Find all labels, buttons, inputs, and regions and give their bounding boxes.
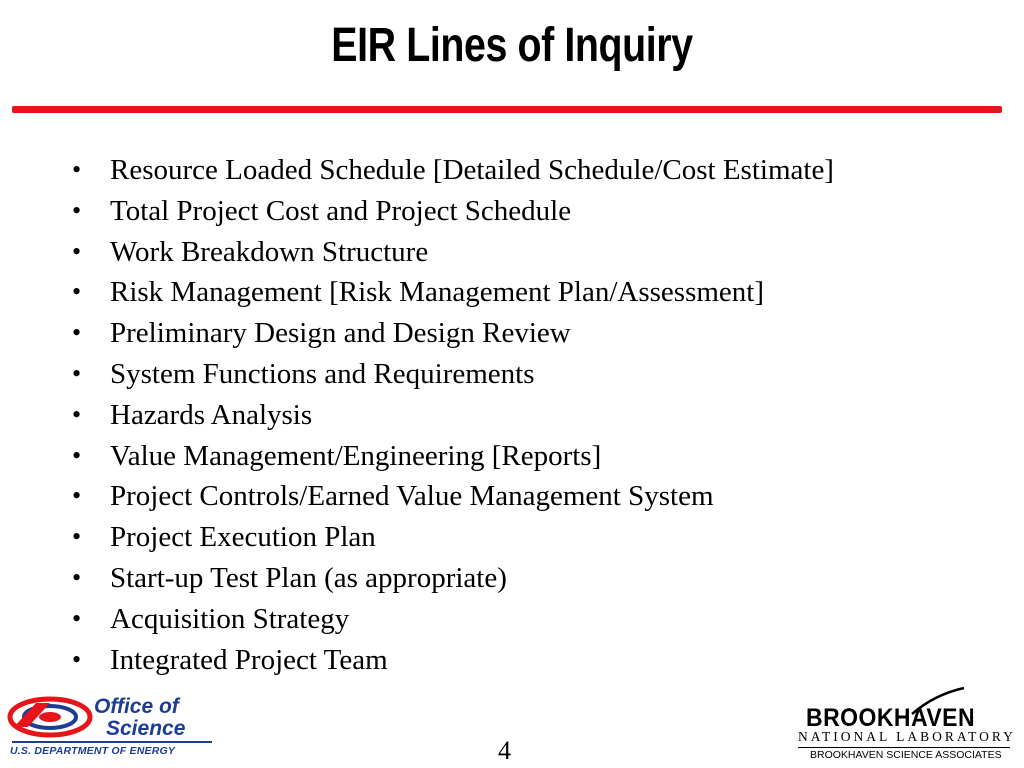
slide-title: EIR Lines of Inquiry — [331, 19, 693, 72]
list-item — [70, 313, 834, 354]
list-item-text: Project Controls/Earned Value Management System — [110, 480, 714, 513]
list-item — [70, 191, 834, 232]
bullet-icon: • — [72, 155, 82, 184]
bullet-icon: • — [72, 522, 82, 552]
list-item — [70, 558, 834, 599]
office-of-science-divider — [12, 741, 212, 743]
office-of-science-line2: Science — [106, 717, 186, 740]
title-divider — [12, 106, 1002, 113]
list-item-text: Work Breakdown Structure — [110, 235, 429, 268]
bullet-icon: • — [72, 644, 82, 674]
bullet-icon: • — [72, 603, 82, 633]
bullet-icon: • — [72, 236, 82, 266]
page-number: 4 — [498, 736, 511, 765]
list-item-text: Hazards Analysis — [110, 398, 313, 431]
list-item-text: Integrated Project Team — [110, 643, 388, 676]
list-item-text: Risk Management [Risk Management Plan/Assessment] — [110, 276, 765, 309]
list-item — [70, 599, 834, 640]
list-item-text: Project Execution Plan — [110, 521, 376, 554]
list-item-text: Total Project Cost and Project Schedule — [110, 194, 572, 227]
bullet-icon: • — [72, 562, 82, 592]
brookhaven-name: BROOKHAVEN — [806, 704, 976, 732]
list-item — [70, 150, 834, 191]
office-of-science-line1: Office of — [94, 695, 179, 718]
list-item-text: System Functions and Requirements — [110, 357, 535, 390]
list-item-text: Value Management/Engineering [Reports] — [110, 439, 602, 472]
brookhaven-divider — [798, 747, 1010, 748]
list-item-text: Preliminary Design and Design Review — [110, 317, 571, 350]
brookhaven-associates-label: BROOKHAVEN SCIENCE ASSOCIATES — [810, 749, 1002, 761]
list-item-text: Start-up Test Plan (as appropriate) — [110, 561, 507, 594]
brookhaven-logo — [790, 686, 1018, 766]
bullet-icon: • — [72, 195, 82, 225]
bullet-icon: • — [72, 481, 82, 511]
list-item — [70, 517, 834, 558]
list-item — [70, 395, 834, 436]
list-item — [70, 272, 834, 313]
office-of-science-emblem-icon — [6, 693, 96, 741]
bullet-icon: • — [72, 318, 82, 348]
office-of-science-logo — [6, 693, 226, 763]
bullet-list — [70, 150, 834, 680]
list-item — [70, 232, 834, 273]
list-item — [70, 640, 834, 681]
national-laboratory-label: NATIONAL LABORATORY — [798, 729, 1016, 744]
list-item — [70, 354, 834, 395]
bullet-icon: • — [72, 277, 82, 307]
bullet-icon: • — [72, 440, 82, 470]
list-item — [70, 436, 834, 477]
department-of-energy-label: U.S. DEPARTMENT OF ENERGY — [10, 745, 176, 757]
list-item-text: Resource Loaded Schedule [Detailed Schedule/Cost Estimate] — [110, 154, 834, 186]
bullet-icon: • — [72, 399, 82, 429]
list-item-text: Acquisition Strategy — [110, 602, 350, 635]
bullet-icon: • — [72, 358, 82, 388]
list-item — [70, 476, 834, 517]
